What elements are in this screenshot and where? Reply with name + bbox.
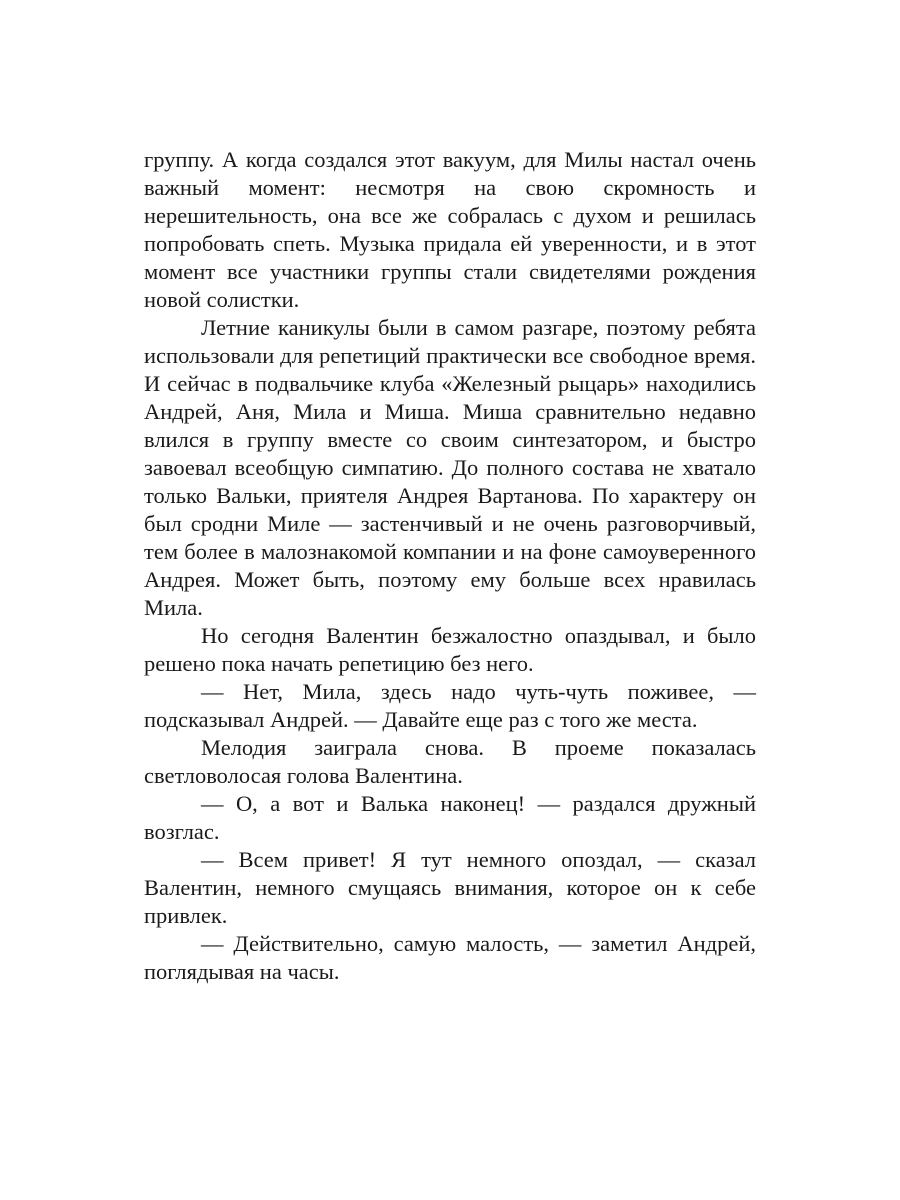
dialogue-valentin: — Всем привет! Я тут немного опоздал, — сказал Валентин, немного смущаясь внимания, которое он к себе привлек. [144,847,756,928]
paragraph-summer-holidays: Летние каникулы были в самом разгаре, поэтому ребята использовали для репетиций практически все свободное время. И сейчас в подвальчике клуба «Железный рыцарь» находились Андрей, Аня, Мила и Миша. Миша сравнительно недавно влился в группу вместе со своим синтезатором, и быстро завоевал всеобщую симпатию. До полного состава не хватало только Вальки, приятеля Андрея Вартанова. По характеру он был сродни Миле — застенчивый и не очень разговорчивый, тем более в малознакомой компании и на фоне самоуверенного Андрея. Может быть, поэтому ему больше всех нравилась Мила. [144,315,756,620]
body-text [144,146,756,986]
paragraph-melody: Мелодия заиграла снова. В проеме показалась светловолосая голова Валентина. [144,735,756,788]
paragraph-continued: группу. А когда создался этот вакуум, для Милы настал очень важный момент: несмотря на свою скромность и нерешительность, она все же собралась с духом и решилась попробовать спеть. Музыка придала ей уверенности, и в этот момент все участники группы стали свидетелями рождения новой солистки. [144,147,756,312]
dialogue-greeting: — О, а вот и Валька наконец! — раздался дружный возглас. [144,791,756,844]
dialogue-andrey-hint: — Нет, Мила, здесь надо чуть-чуть поживее, — подсказывал Андрей. — Давайте еще раз с того же места. [144,679,756,732]
dialogue-andrey-remark: — Действительно, самую малость, — заметил Андрей, поглядывая на часы. [144,931,756,984]
paragraph-valentin-late: Но сегодня Валентин безжалостно опаздывал, и было решено пока начать репетицию без него. [144,623,756,676]
